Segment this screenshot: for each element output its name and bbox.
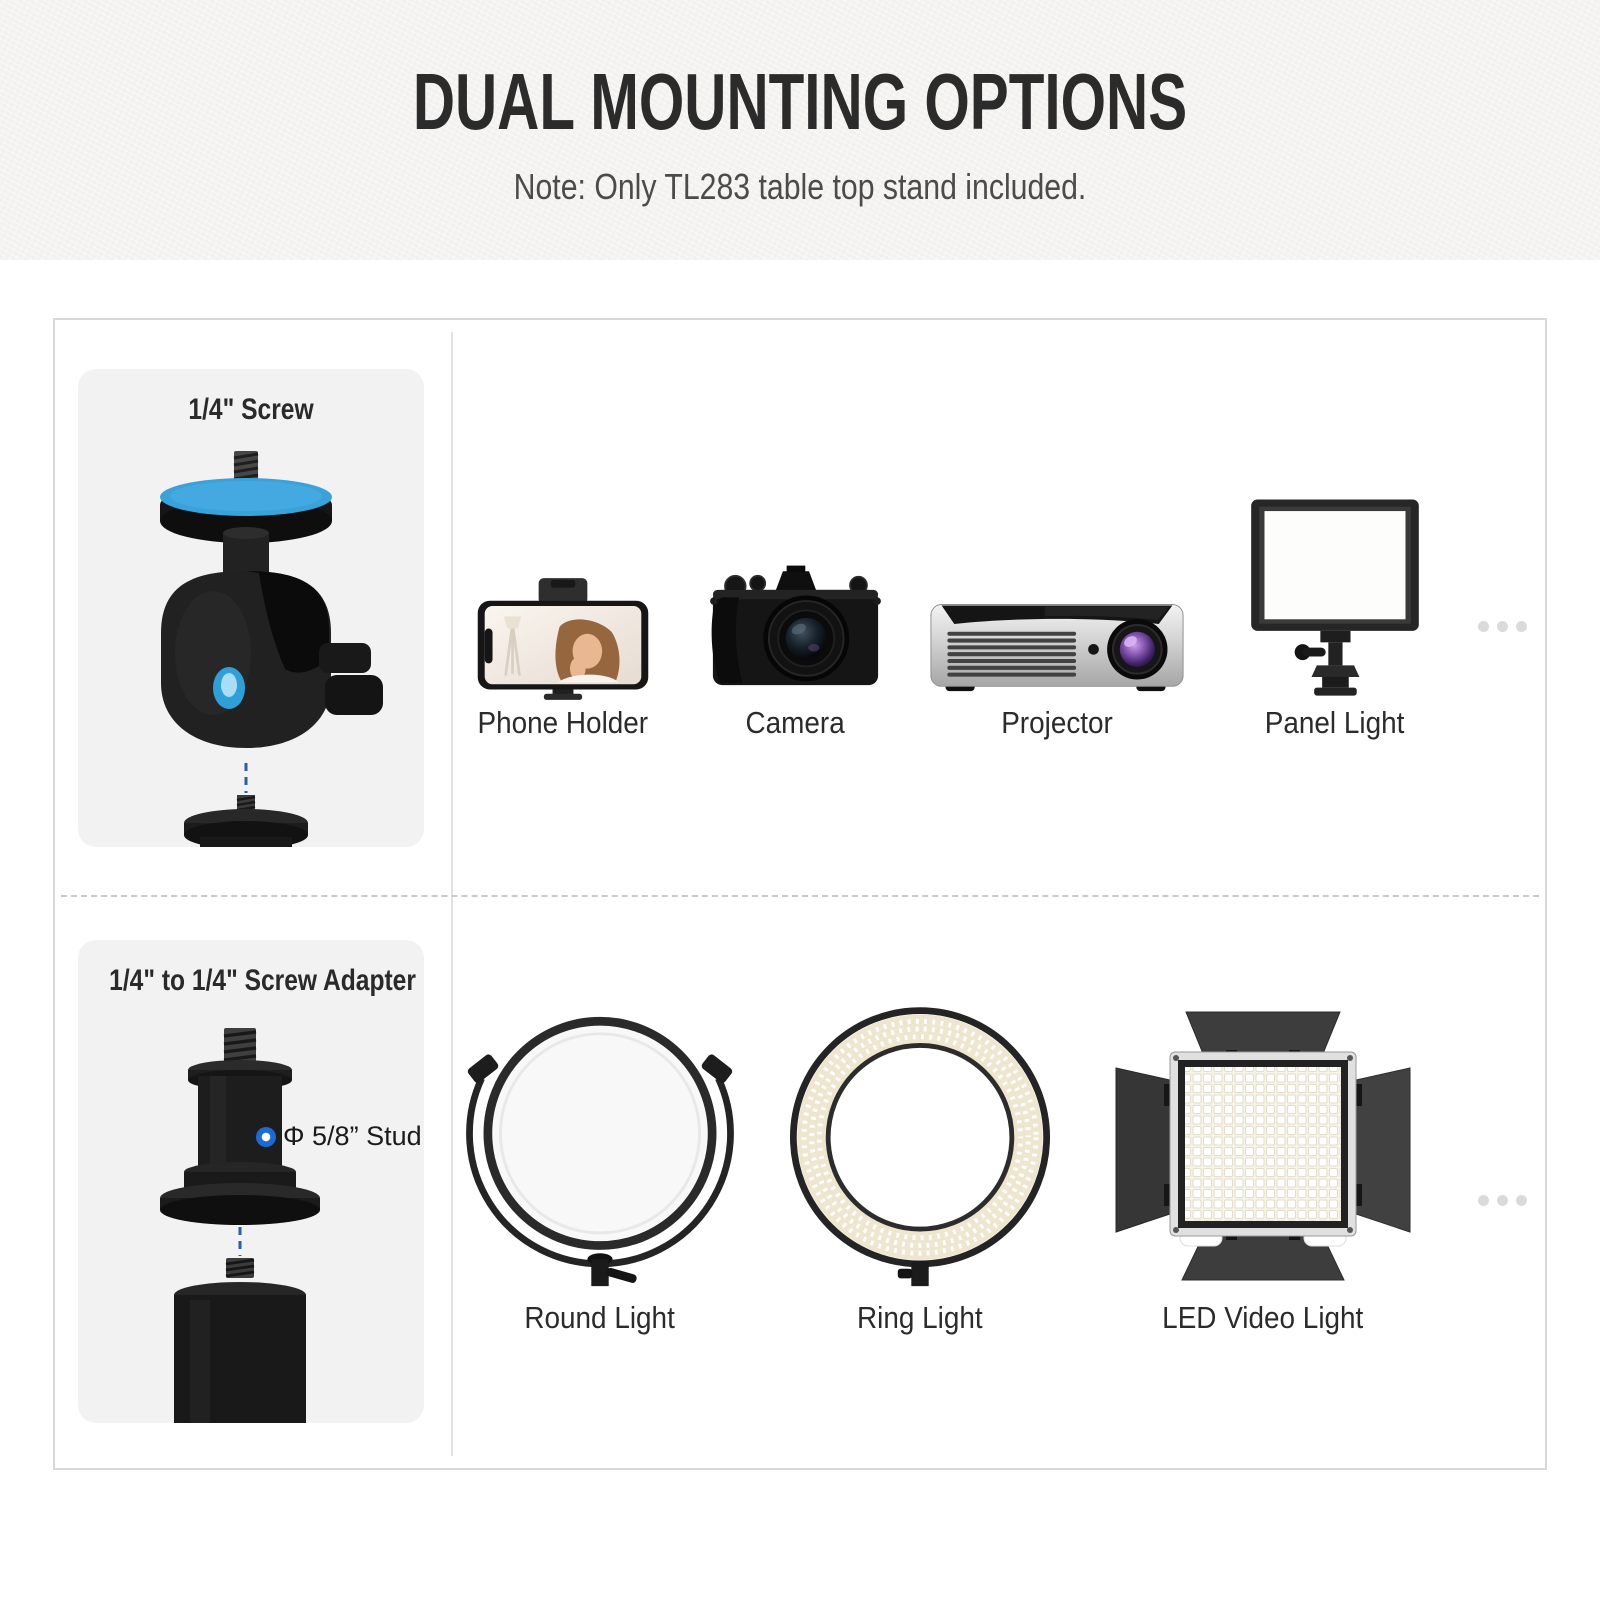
option-card-screw-adapter xyxy=(78,940,424,1423)
dot-icon xyxy=(1497,621,1508,632)
stud-annotation xyxy=(256,1121,422,1152)
device-label: Round Light xyxy=(524,1300,676,1335)
page-title: DUAL MOUNTING OPTIONS xyxy=(412,57,1188,146)
mounting-options-panel xyxy=(53,318,1547,1470)
device-label: Camera xyxy=(745,705,845,740)
camera-icon xyxy=(709,560,882,700)
dot-icon xyxy=(1478,1195,1489,1206)
device-round-light xyxy=(450,986,750,1338)
panel-light-icon xyxy=(1244,496,1426,700)
device-phone-holder xyxy=(448,470,678,742)
dot-icon xyxy=(1516,621,1527,632)
round-light-icon xyxy=(455,1000,745,1290)
device-label: LED Video Light xyxy=(1162,1300,1364,1335)
option-label: 1/4" to 1/4" Screw Adapter xyxy=(109,964,416,997)
device-projector xyxy=(927,470,1187,742)
horizontal-dashed-divider xyxy=(61,895,1539,897)
device-label: Panel Light xyxy=(1265,705,1405,740)
device-led-video-light xyxy=(1108,986,1418,1338)
dot-icon xyxy=(1478,621,1489,632)
device-camera xyxy=(685,470,905,742)
led-video-light-icon xyxy=(1108,1010,1418,1290)
dot-icon xyxy=(1497,1195,1508,1206)
phone-holder-icon xyxy=(476,578,650,700)
stud-annotation-label: Φ 5/8” Stud xyxy=(283,1121,422,1151)
ring-light-icon xyxy=(775,1000,1065,1290)
screw-adapter-illustration xyxy=(78,1010,424,1423)
device-panel-light xyxy=(1225,470,1445,742)
device-label: Phone Holder xyxy=(477,705,649,740)
device-label: Ring Light xyxy=(857,1300,983,1335)
annotation-dot-icon xyxy=(256,1127,276,1147)
page-header xyxy=(0,0,1600,260)
device-label: Projector xyxy=(1001,705,1113,740)
more-devices-indicator xyxy=(1478,1195,1527,1206)
ball-head-illustration xyxy=(101,433,401,847)
option-card-quarter-inch-screw xyxy=(78,369,424,847)
projector-icon xyxy=(928,585,1186,700)
option-label: 1/4" Screw xyxy=(188,393,314,426)
page-subtitle: Note: Only TL283 table top stand included. xyxy=(513,166,1087,207)
dot-icon xyxy=(1516,1195,1527,1206)
device-ring-light xyxy=(770,986,1070,1338)
more-devices-indicator xyxy=(1478,621,1527,632)
